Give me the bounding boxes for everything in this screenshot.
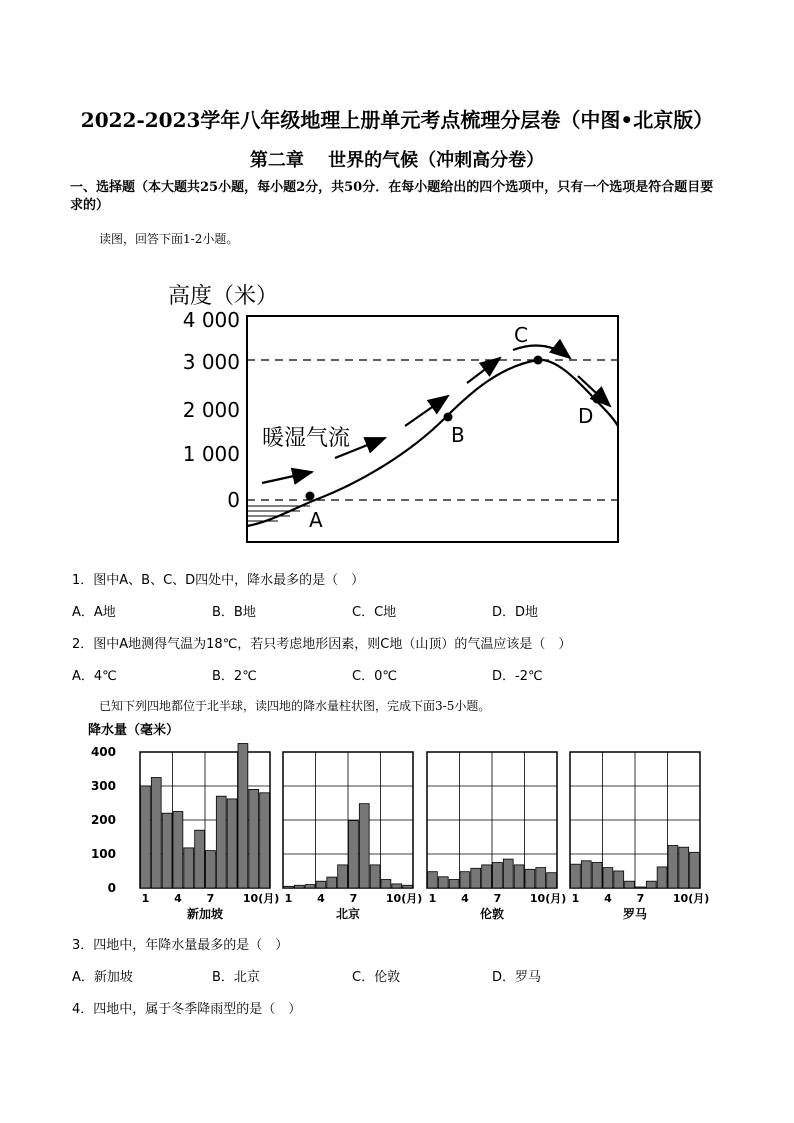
precip-bar — [581, 861, 591, 888]
precip-bar — [151, 778, 161, 889]
airflow-label: 暖湿气流 — [262, 426, 351, 451]
precip-y-axis-title: 降水量（毫米） — [88, 723, 180, 738]
precipitation-charts — [80, 718, 720, 928]
q3-option-a[interactable]: A．新加坡 — [72, 970, 133, 985]
precip-bar — [260, 793, 270, 888]
precip-bar — [503, 859, 513, 888]
q3-option-d[interactable]: D．罗马 — [492, 970, 542, 985]
precip-bar — [392, 884, 402, 888]
precip-bar — [162, 813, 172, 888]
intro-text-2: 已知下列四地都位于北半球，读四地的降水量柱状图，完成下面3-5小题。 — [99, 699, 491, 713]
q3-option-c[interactable]: C．伦敦 — [352, 970, 401, 985]
section-heading: 一、选择题（本大题共25小题，每小题2分，共50分．在每小题给出的四个选项中，只有一个选项是符合题目要求的） — [70, 180, 714, 213]
precip-bar — [482, 865, 492, 888]
precip-bar — [206, 851, 216, 888]
x-tick-label: 1 — [571, 892, 580, 905]
precip-y-tick: 100 — [90, 847, 116, 861]
x-tick-label: 10(月) — [242, 892, 280, 905]
precip-bar — [571, 864, 581, 888]
x-tick-label: 4 — [174, 892, 182, 905]
q1-option-b[interactable]: B．B地 — [212, 605, 256, 620]
precip-bar — [614, 871, 624, 888]
q2-option-b[interactable]: B．2℃ — [212, 669, 257, 684]
precip-bar — [349, 821, 359, 888]
point-d-marker — [593, 395, 602, 404]
precip-bar — [449, 880, 459, 889]
x-tick-label: 1 — [428, 892, 437, 905]
q1-option-d[interactable]: D．D地 — [492, 605, 539, 620]
precip-bar — [403, 885, 413, 888]
y-tick-label: 1 000 — [182, 442, 240, 466]
sea-hatching — [247, 506, 310, 521]
precip-bar — [294, 885, 304, 888]
precip-bar — [305, 885, 315, 888]
precip-bar — [603, 868, 613, 888]
precip-bar — [370, 865, 380, 888]
x-tick-label: 10(月) — [385, 892, 423, 905]
precip-bar — [525, 869, 535, 888]
x-tick-label: 4 — [317, 892, 325, 905]
precip-bar — [249, 789, 259, 888]
panel-city-label: 北京 — [335, 907, 361, 921]
question-4: 4．四地中，属于冬季降雨型的是（ ） — [72, 1002, 302, 1017]
x-tick-label: 7 — [636, 892, 645, 905]
question-2: 2．图中A地测得气温为18℃，若只考虑地形因素，则C地（山顶）的气温应该是（ ） — [72, 637, 572, 652]
precip-bar — [428, 872, 438, 888]
point-a-label: A — [309, 508, 323, 532]
point-b-marker — [444, 413, 453, 422]
precip-bar — [460, 872, 470, 888]
q2-option-a[interactable]: A．4℃ — [72, 669, 117, 684]
precip-bar — [592, 863, 602, 889]
precip-bar — [471, 868, 481, 888]
point-b-label: B — [451, 423, 465, 447]
precip-bar — [195, 830, 205, 888]
y-tick-label: 2 000 — [182, 398, 240, 422]
q3-option-b[interactable]: B．北京 — [212, 970, 260, 985]
q2-option-c[interactable]: C．0℃ — [352, 669, 397, 684]
point-c-marker — [534, 356, 543, 365]
precip-y-tick: 300 — [90, 779, 116, 793]
airflow-arrow — [513, 346, 570, 359]
precip-bar — [338, 865, 348, 888]
x-tick-label: 10(月) — [529, 892, 567, 905]
precip-bar — [316, 881, 326, 888]
precip-bar — [184, 848, 194, 888]
precip-bar — [493, 863, 503, 889]
precip-y-tick: 200 — [90, 813, 116, 827]
x-tick-label: 7 — [493, 892, 502, 905]
precip-bar — [381, 880, 391, 889]
precip-bar — [359, 804, 369, 888]
q1-option-c[interactable]: C．C地 — [352, 605, 397, 620]
precip-bar — [438, 877, 448, 888]
x-tick-label: 10(月) — [672, 892, 710, 905]
precip-bar — [668, 846, 678, 889]
point-c-label: C — [514, 323, 528, 347]
point-a-marker — [306, 492, 315, 501]
precip-bar — [514, 865, 524, 888]
question-1: 1．图中A、B、C、D四处中，降水最多的是（ ） — [72, 573, 365, 588]
precip-bar — [284, 886, 294, 888]
x-tick-label: 1 — [141, 892, 150, 905]
y-tick-label: 3 000 — [182, 350, 240, 374]
panel-city-label: 新加坡 — [186, 907, 224, 921]
y-tick-label: 4 000 — [182, 308, 240, 332]
precip-bar — [141, 786, 151, 888]
q1-option-a[interactable]: A．A地 — [72, 605, 116, 620]
y-tick-label: 0 — [227, 488, 240, 512]
question-3: 3．四地中，年降水量最多的是（ ） — [72, 938, 289, 953]
x-tick-label: 7 — [206, 892, 215, 905]
precip-bar — [547, 873, 557, 888]
q2-option-d[interactable]: D．-2℃ — [492, 669, 543, 684]
precip-bar — [625, 881, 635, 888]
precip-y-tick: 0 — [107, 881, 116, 895]
panel-city-label: 罗马 — [622, 907, 648, 921]
airflow-arrow — [262, 472, 312, 483]
x-tick-label: 4 — [461, 892, 469, 905]
precip-bar — [536, 868, 546, 888]
precip-bar — [227, 799, 237, 888]
point-d-label: D — [578, 404, 594, 428]
precip-bar — [657, 867, 667, 888]
x-tick-label: 1 — [284, 892, 293, 905]
precip-bar — [646, 881, 656, 888]
precip-bar — [327, 877, 337, 888]
x-tick-label: 7 — [349, 892, 358, 905]
precip-bar — [216, 796, 226, 888]
intro-text: 读图，回答下面1-2小题。 — [99, 232, 239, 246]
precip-bar — [679, 847, 689, 888]
chapter-subtitle: 第二章 世界的气候（冲刺高分卷） — [249, 150, 545, 171]
precip-bar — [636, 887, 646, 888]
page-title: 2022-2023学年八年级地理上册单元考点梳理分层卷（中图•北京版） — [80, 108, 714, 132]
panel-city-label: 伦敦 — [479, 907, 505, 921]
precip-bar — [238, 744, 248, 889]
y-axis-title: 高度（米） — [168, 284, 279, 309]
airflow-arrow — [467, 358, 500, 383]
precip-y-tick: 400 — [90, 745, 116, 759]
precip-bar — [173, 812, 183, 889]
precip-bar — [690, 852, 700, 888]
x-tick-label: 4 — [604, 892, 612, 905]
mountain-profile-figure — [160, 278, 630, 553]
